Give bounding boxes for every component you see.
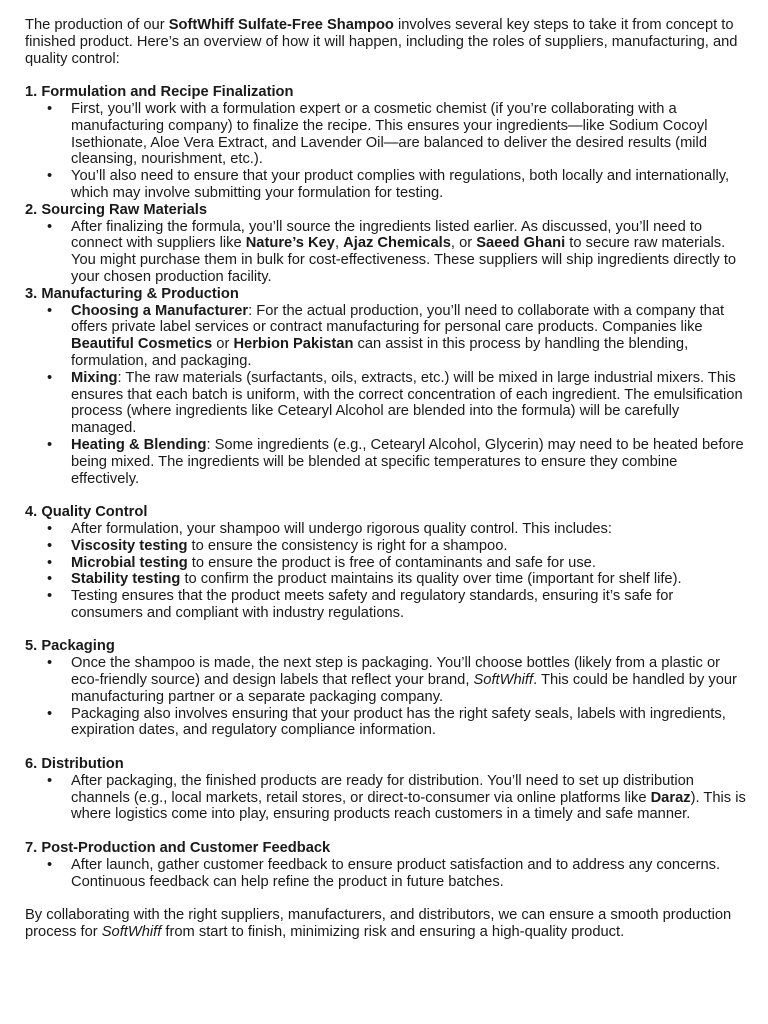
list-item: • Stability testing to confirm the product maintains its quality over time (important for shelf life). bbox=[71, 571, 747, 588]
section-list-formulation bbox=[25, 101, 747, 202]
list-item: • Heating & Blending: Some ingredients (e.g., Cetearyl Alcohol, Glycerin) may need to be heated before being mixed. The ingredients will be blended at specific temperatures to ensure they combine effectively. bbox=[71, 437, 747, 487]
list-item: • Choosing a Manufacturer: For the actual production, you’ll need to collaborate with a company that offers private label services or contract manufacturing for personal care products. Companies like Beautiful Cosmetics or Herbion Pakistan can assist in this process by handling the blending, formulation, and packaging. bbox=[71, 303, 747, 370]
intro-paragraph: The production of our SoftWhiff Sulfate-Free Shampoo involves several key steps to take it from concept to finished product. Here’s an overview of how it will happen, including the roles of suppliers, manufacturing, and quality control: bbox=[25, 17, 738, 67]
item-label: Viscosity testing bbox=[71, 537, 188, 554]
closing-paragraph: By collaborating with the right suppliers, manufacturers, and distributors, we can ensure a smooth production process for SoftWhiff from start to finish, minimizing risk and ensuring a high-quality product. bbox=[25, 907, 732, 941]
section-list-packaging bbox=[25, 655, 747, 739]
item-label: Mixing bbox=[71, 369, 118, 386]
item-label: Choosing a Manufacturer bbox=[71, 302, 249, 319]
list-item: • Mixing: The raw materials (surfactants, oils, extracts, etc.) will be mixed in large industrial mixers. This ensures that each batch is uniform, with the correct concentration of each ingredient. The emulsification process (where ingredients like Cetearyl Alcohol are blended into the formula) will be carefully managed. bbox=[71, 370, 747, 437]
section-heading-formulation: 1. Formulation and Recipe Finalization bbox=[25, 84, 294, 101]
company-name: Herbion Pakistan bbox=[233, 336, 354, 353]
list-item: • After formulation, your shampoo will undergo rigorous quality control. This includes: bbox=[71, 521, 747, 538]
document-body bbox=[25, 17, 747, 941]
section-list-quality-control bbox=[25, 521, 747, 622]
list-item: • After packaging, the finished products are ready for distribution. You’ll need to set up distribution channels (e.g., local markets, retail stores, or direct-to-consumer via online platforms like Daraz). This is where logistics come into play, ensuring products reach customers in a timely and safe manner. bbox=[71, 773, 747, 823]
supplier-name: Ajaz Chemicals bbox=[343, 235, 451, 252]
list-item: • Testing ensures that the product meets safety and regulatory standards, ensuring it’s safe for consumers and compliant with industry regulations. bbox=[71, 588, 747, 622]
brand-name: SoftWhiff bbox=[101, 924, 162, 941]
list-item: • You’ll also need to ensure that your product complies with regulations, both locally and internationally, which may involve submitting your formulation for testing. bbox=[71, 168, 747, 202]
list-item: • First, you’ll work with a formulation expert or a cosmetic chemist (if you’re collaborating with a manufacturing company) to finalize the recipe. This ensures your ingredients—like Sodium Cocoyl Isethionate, Aloe Vera Extract, and Lavender Oil—are balanced to deliver the desired results (mild cleansing, nourishment, etc.). bbox=[71, 101, 747, 168]
item-label: Stability testing bbox=[71, 571, 181, 588]
item-label: Microbial testing bbox=[71, 554, 188, 571]
company-name: Beautiful Cosmetics bbox=[71, 336, 213, 353]
section-heading-quality-control: 4. Quality Control bbox=[25, 504, 148, 521]
section-list-distribution bbox=[25, 773, 747, 823]
list-item: • Viscosity testing to ensure the consistency is right for a shampoo. bbox=[71, 538, 747, 555]
list-item: • After launch, gather customer feedback to ensure product satisfaction and to address any concerns. Continuous feedback can help refine the product in future batches. bbox=[71, 857, 747, 891]
section-heading-sourcing: 2. Sourcing Raw Materials bbox=[25, 201, 208, 218]
item-label: Heating & Blending bbox=[71, 436, 207, 453]
supplier-name: Nature’s Key bbox=[245, 235, 335, 252]
section-heading-manufacturing: 3. Manufacturing & Production bbox=[25, 285, 239, 302]
section-list-sourcing bbox=[25, 219, 747, 286]
platform-name: Daraz bbox=[650, 789, 691, 806]
section-list-manufacturing bbox=[25, 303, 747, 488]
section-heading-packaging: 5. Packaging bbox=[25, 638, 115, 655]
list-item: • Microbial testing to ensure the product is free of contaminants and safe for use. bbox=[71, 555, 747, 572]
brand-name: SoftWhiff bbox=[473, 672, 534, 689]
section-heading-distribution: 6. Distribution bbox=[25, 756, 124, 773]
product-name: SoftWhiff Sulfate-Free Shampoo bbox=[168, 17, 394, 33]
list-item: • Once the shampoo is made, the next step is packaging. You’ll choose bottles (likely from a plastic or eco-friendly source) and design labels that reflect your brand, SoftWhiff. This could be handled by your manufacturing partner or a separate packaging company. bbox=[71, 655, 747, 705]
list-item: • After finalizing the formula, you’ll source the ingredients listed earlier. As discussed, you’ll need to connect with suppliers like Nature’s Key, Ajaz Chemicals, or Saeed Ghani to secure raw materials. You might purchase them in bulk for cost-effectiveness. These suppliers will ship ingredients directly to your chosen production facility. bbox=[71, 219, 747, 286]
list-item: • Packaging also involves ensuring that your product has the right safety seals, labels with ingredients, expiration dates, and regulatory compliance information. bbox=[71, 706, 747, 740]
supplier-name: Saeed Ghani bbox=[476, 235, 566, 252]
section-list-feedback bbox=[25, 857, 747, 891]
section-heading-feedback: 7. Post-Production and Customer Feedback bbox=[25, 840, 331, 857]
